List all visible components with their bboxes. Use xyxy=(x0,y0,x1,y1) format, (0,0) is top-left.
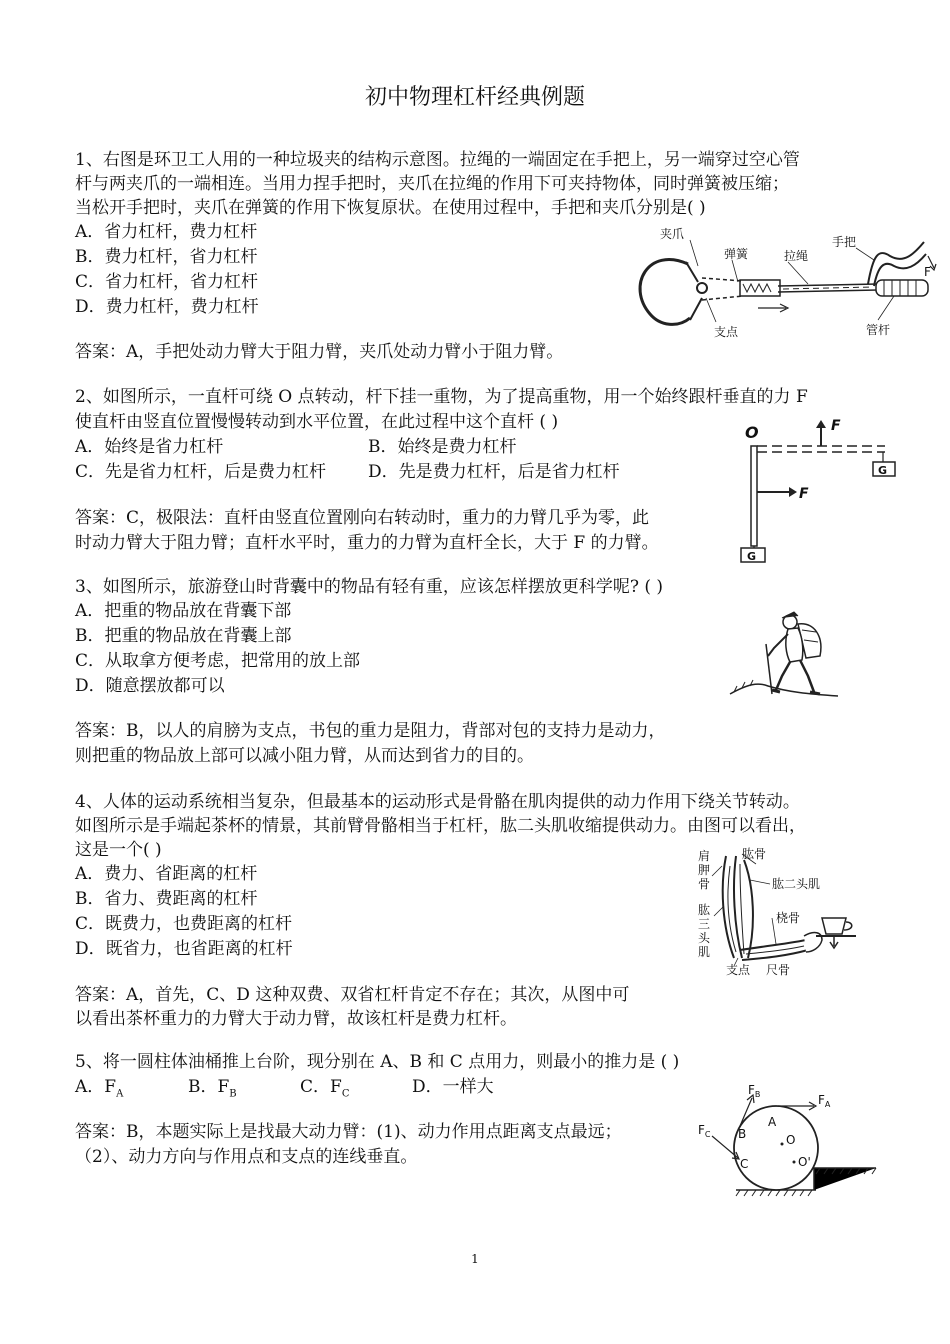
label-triceps-3: 头 xyxy=(698,931,711,945)
label-point-a: A xyxy=(768,1115,777,1129)
label-triceps-1: 肱 xyxy=(698,903,711,917)
label-weight-right: G xyxy=(878,464,888,477)
arm-teacup-figure xyxy=(696,846,868,986)
label-point-b: B xyxy=(738,1127,747,1141)
label-weight-bottom: G xyxy=(747,550,757,563)
q1-stem-line-3: 当松开手把时，夹爪在弹簧的作用下恢复原状。在使用过程中，手把和夹爪分别是( ) xyxy=(75,198,706,218)
label-fc: $F_C$ xyxy=(698,1123,711,1139)
q4-stem-line-3: 这是一个( ) xyxy=(75,840,162,860)
q2-option-a: A．始终是省力杠杆 xyxy=(75,437,224,457)
q5-option-a: A．$F_A$ xyxy=(75,1077,124,1100)
q4-option-a: A．费力、省距离的杠杆 xyxy=(75,864,258,884)
q1-stem-line-2: 杆与两夹爪的一端相连。当用力捏手把时，夹爪在拉绳的作用下可夹持物体，同时弹簧被压缩； xyxy=(75,174,789,194)
q4-answer-line-1: 答案：A，首先，C、D 这种双费、双省杠杆肯定不存在；其次，从图中可 xyxy=(75,985,630,1005)
q5-option-d: D．一样大 xyxy=(412,1077,494,1097)
q5-answer-line-2: （2）、动力方向与作用点和支点的连线垂直。 xyxy=(75,1147,418,1167)
q5-answer-line-1: 答案：B，本题实际上是找最大动力臂：(1)、动力作用点距离支点最远； xyxy=(75,1122,622,1142)
q1-option-d: D．费力杠杆，费力杠杆 xyxy=(75,297,259,317)
rotating-rod-figure xyxy=(735,414,905,564)
label-force-up: F xyxy=(831,418,841,434)
q1-option-c: C．省力杠杆，省力杠杆 xyxy=(75,272,259,292)
label-force-right: F xyxy=(799,486,809,502)
q2-stem-line-1: 2、如图所示，一直杆可绕 O 点转动，杆下挂一重物，为了提高重物，用一个始终跟杆垂直的力 F xyxy=(75,387,808,407)
label-force: F xyxy=(924,265,931,279)
q2-option-d: D．先是费力杠杆，后是省力杠杆 xyxy=(368,462,620,482)
q3-option-c: C．从取拿方便考虑，把常用的放上部 xyxy=(75,651,361,671)
q5-option-b: B．$F_B$ xyxy=(188,1077,237,1100)
label-handle: 手把 xyxy=(832,235,857,249)
q4-option-d: D．既省力，也省距离的杠杆 xyxy=(75,939,293,959)
label-triceps-2: 三 xyxy=(698,917,711,931)
q4-option-c: C．既费力，也费距离的杠杆 xyxy=(75,914,293,934)
label-point-c: C xyxy=(740,1157,749,1171)
label-triceps-4: 肌 xyxy=(698,945,711,959)
q3-answer-line-1: 答案：B，以人的肩膀为支点，书包的重力是阻力，背部对包的支持力是动力， xyxy=(75,721,666,741)
label-pivot-o: O xyxy=(745,423,759,442)
label-humerus: 肱骨 xyxy=(742,847,767,861)
q4-option-b: B．省力、费距离的杠杆 xyxy=(75,889,258,909)
q1-option-a: A．省力杠杆，费力杠杆 xyxy=(75,222,258,242)
garbage-clamp-figure xyxy=(628,226,938,344)
page-number: 1 xyxy=(471,1252,479,1266)
label-fa: $F_A$ xyxy=(818,1093,831,1109)
label-radius: 桡骨 xyxy=(776,911,801,925)
q2-answer-line-1: 答案：C，极限法：直杆由竖直位置刚向右转动时，重力的力臂几乎为零，此 xyxy=(75,508,650,528)
page-title: 初中物理杠杆经典例题 xyxy=(364,85,585,110)
hiker-figure xyxy=(728,604,840,704)
q5-stem: 5、将一圆柱体油桶推上台阶，现分别在 A、B 和 C 点用力，则最小的推力是 ( ) xyxy=(75,1052,680,1072)
q3-option-b: B．把重的物品放在背囊上部 xyxy=(75,626,292,646)
q1-answer: 答案：A，手把处动力臂大于阻力臂，夹爪处动力臂小于阻力臂。 xyxy=(75,342,564,362)
q5-option-c: C．$F_C$ xyxy=(300,1077,350,1100)
label-o-prime: O' xyxy=(798,1155,811,1169)
label-spring: 弹簧 xyxy=(724,247,749,261)
label-ulna: 尺骨 xyxy=(766,963,791,977)
label-rope: 拉绳 xyxy=(784,249,809,263)
q2-answer-line-2: 时动力臂大于阻力臂；直杆水平时，重力的力臂为直杆全长，大于 F 的力臂。 xyxy=(75,533,659,553)
q3-option-a: A．把重的物品放在背囊下部 xyxy=(75,601,292,621)
label-claw: 夹爪 xyxy=(660,227,685,241)
q3-stem: 3、如图所示，旅游登山时背囊中的物品有轻有重，应该怎样摆放更科学呢? ( ) xyxy=(75,577,664,597)
q2-option-c: C．先是省力杠杆，后是费力杠杆 xyxy=(75,462,327,482)
q3-answer-line-2: 则把重的物品放上部可以减小阻力臂，从而达到省力的目的。 xyxy=(75,746,534,766)
q1-stem-line-1: 1、右图是环卫工人用的一种垃圾夹的结构示意图。拉绳的一端固定在手把上，另一端穿过空心管 xyxy=(75,150,800,170)
label-center-o: O xyxy=(786,1133,796,1147)
oil-drum-figure xyxy=(696,1082,886,1200)
label-biceps: 肱二头肌 xyxy=(772,877,821,891)
q4-answer-line-2: 以看出茶杯重力的力臂大于动力臂，故该杠杆是费力杠杆。 xyxy=(75,1009,517,1029)
q1-option-b: B．费力杠杆，省力杠杆 xyxy=(75,247,258,267)
label-tube: 管杆 xyxy=(866,323,891,337)
label-fulcrum: 支点 xyxy=(714,325,739,339)
label-fulcrum: 支点 xyxy=(726,963,751,977)
label-scapula-3: 骨 xyxy=(698,877,711,891)
label-scapula-2: 胛 xyxy=(698,863,711,877)
label-fb: $F_B$ xyxy=(748,1083,761,1099)
label-scapula-1: 肩 xyxy=(698,849,711,863)
q4-stem-line-2: 如图所示是手端起茶杯的情景，其前臂骨骼相当于杠杆，肱二头肌收缩提供动力。由图可以看出， xyxy=(75,816,806,836)
q2-option-b: B．始终是费力杠杆 xyxy=(368,437,517,457)
q4-stem-line-1: 4、人体的运动系统相当复杂，但最基本的运动形式是骨骼在肌肉提供的动力作用下绕关节转动。 xyxy=(75,792,800,812)
q3-option-d: D．随意摆放都可以 xyxy=(75,676,225,696)
q2-stem-line-2: 使直杆由竖直位置慢慢转动到水平位置，在此过程中这个直杆 ( ) xyxy=(75,412,559,432)
